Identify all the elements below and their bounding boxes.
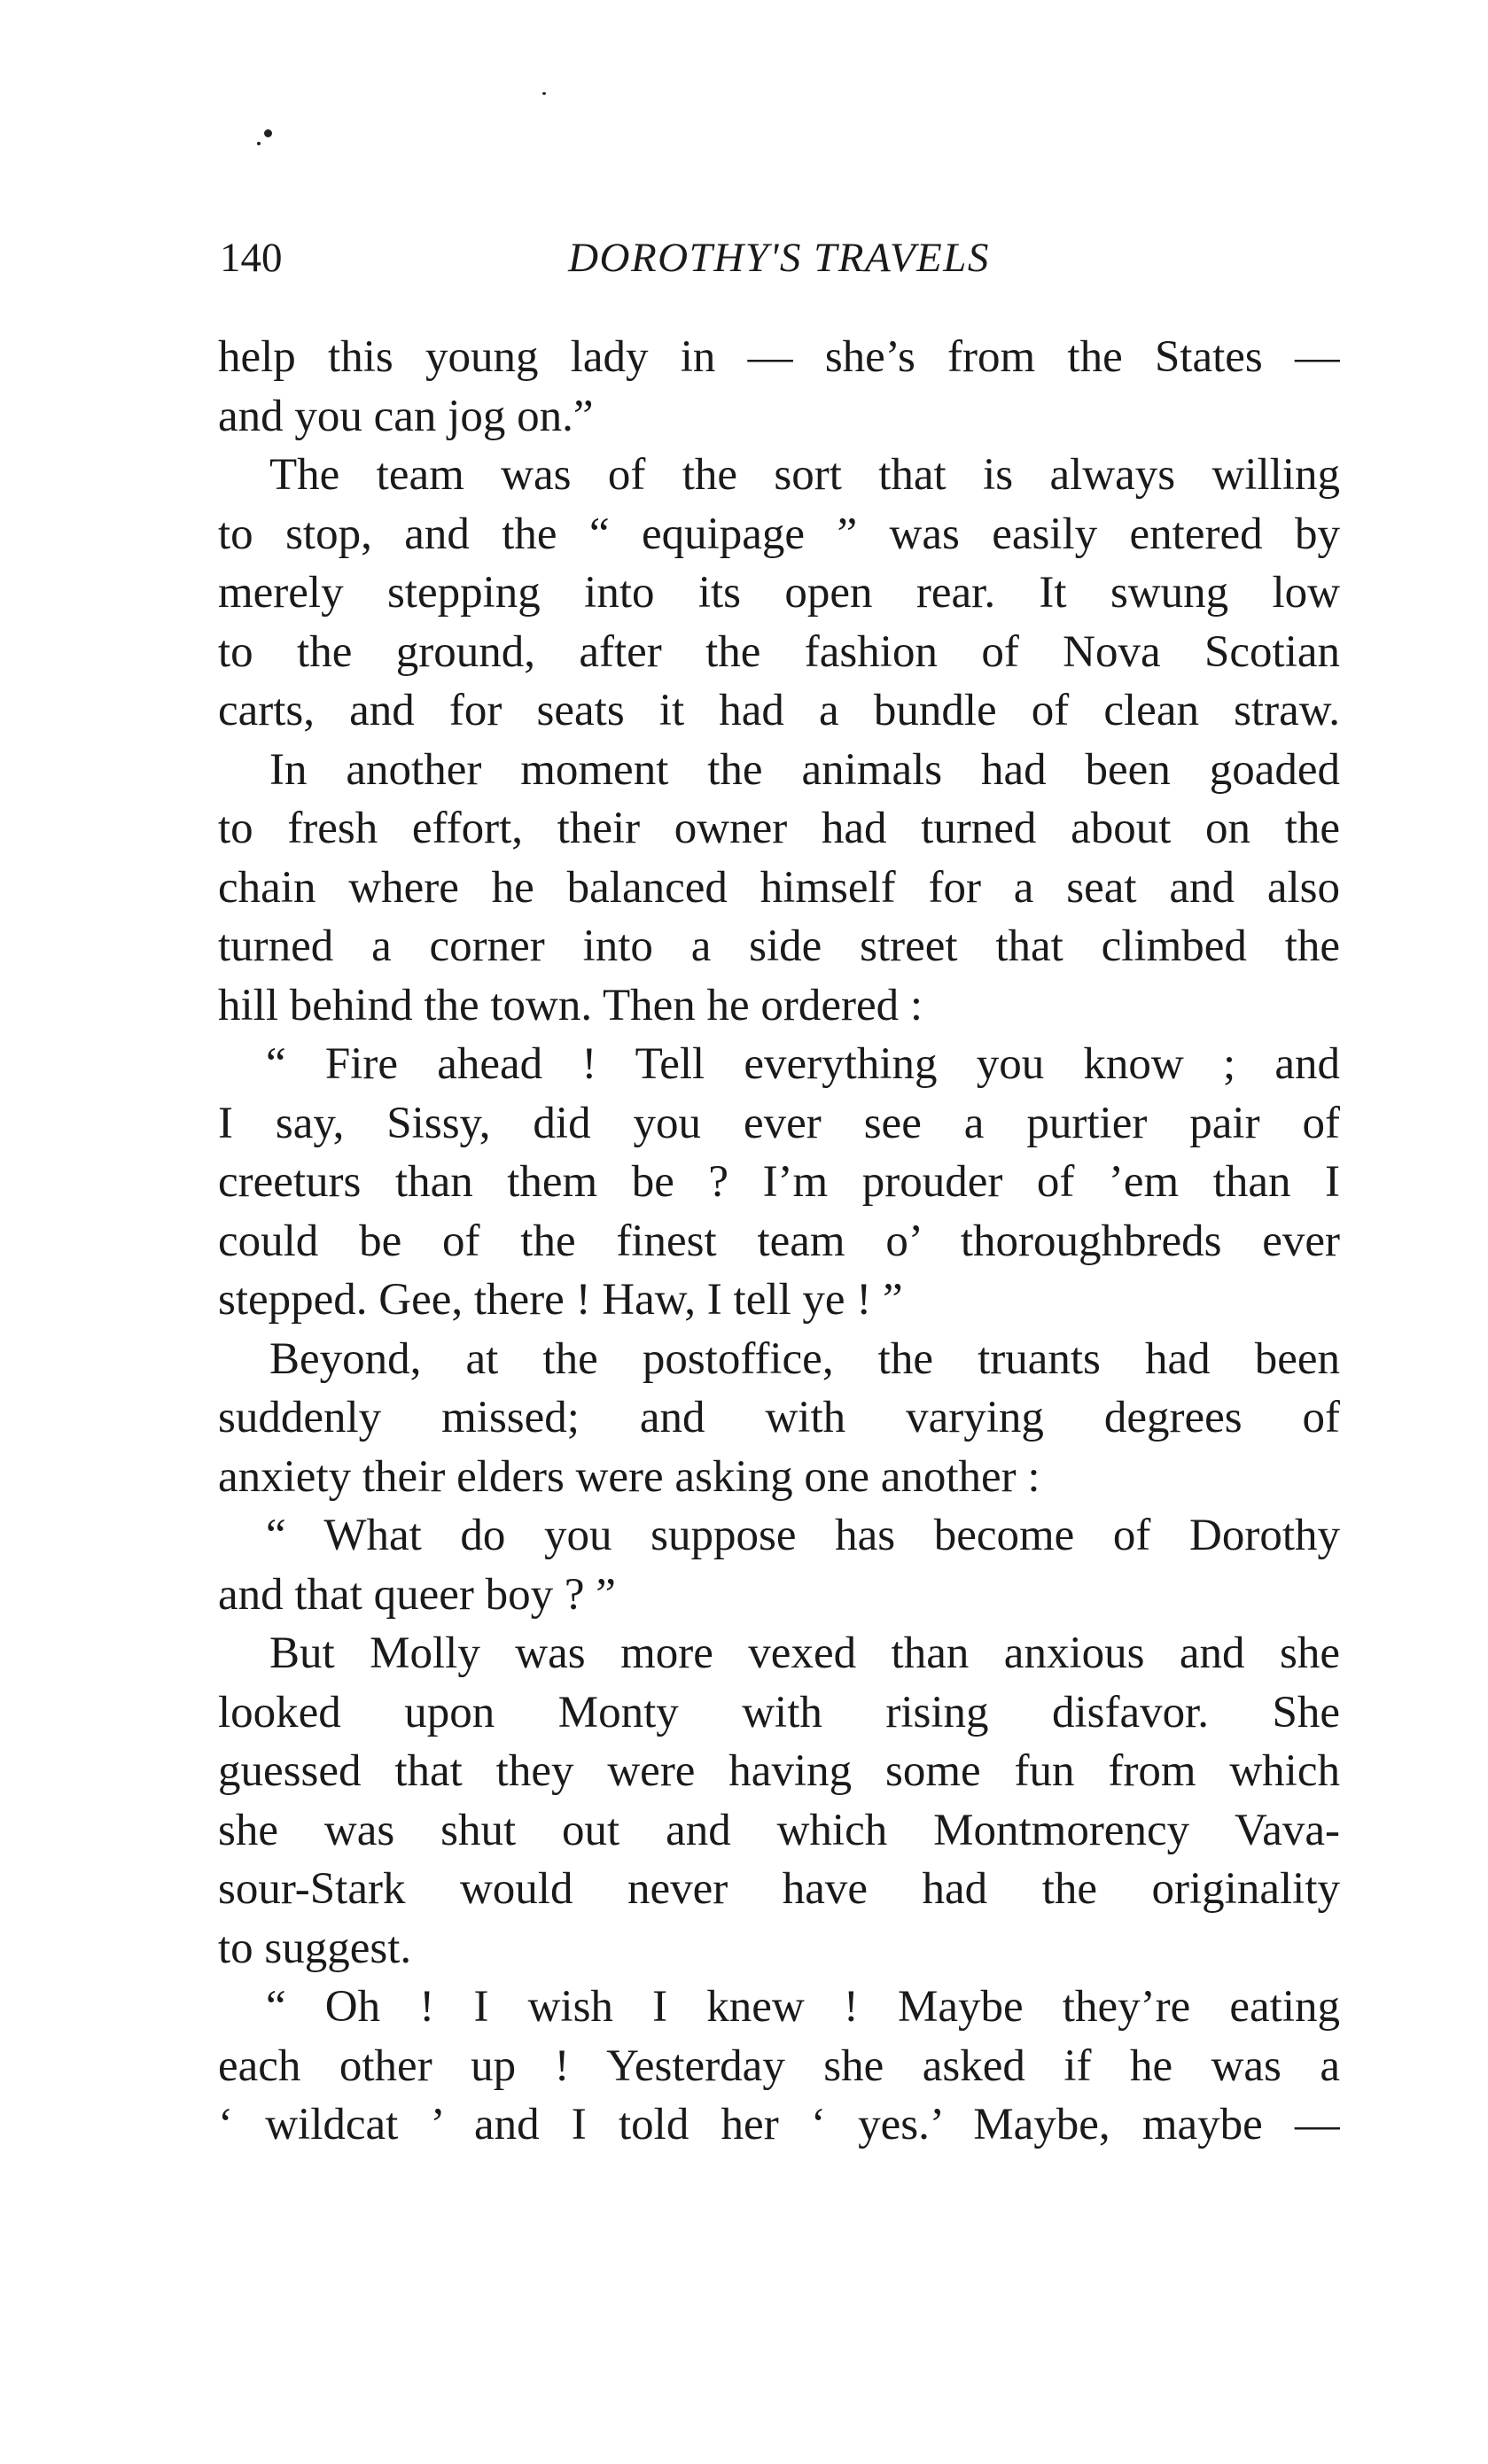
text-line: But Molly was more vexed than anxious and she: [269, 1628, 1340, 1678]
text-line: could be of the finest team o’ thoroughbreds ever: [218, 1216, 1340, 1266]
text-line: I say, Sissy, did you ever see a purtier pair of: [218, 1098, 1340, 1148]
text-line: to stop, and the “ equipage ” was easily entered by: [218, 509, 1340, 559]
text-line: chain where he balanced himself for a seat and also: [218, 862, 1340, 913]
text-line: to fresh effort, their owner had turned about on the: [218, 804, 1340, 853]
page-header: [220, 227, 1338, 289]
text-line: Beyond, at the postoffice, the truants had been: [269, 1333, 1340, 1384]
text-line: The team was of the sort that is always willing: [269, 450, 1340, 500]
ink-speck: [542, 92, 546, 95]
text-line: “ What do you suppose has become of Dorothy: [266, 1511, 1340, 1560]
text-line: creeturs than them be ? I’m prouder of ’em than I: [218, 1157, 1340, 1207]
text-line: turned a corner into a side street that climbed the: [218, 921, 1340, 971]
body-text: [218, 328, 1340, 2155]
text-line: ‘ wildcat ’ and I told her ‘ yes.’ Maybe, maybe —: [218, 2100, 1340, 2149]
text-line: carts, and for seats it had a bundle of clean straw.: [218, 686, 1340, 735]
ink-speck: [264, 129, 272, 137]
text-line: sour-Stark would never have had the originality: [218, 1864, 1340, 1914]
text-line: “ Fire ahead ! Tell everything you know ; and: [266, 1039, 1340, 1089]
text-line: looked upon Monty with rising disfavor. She: [218, 1687, 1340, 1737]
text-line: In another moment the animals had been goaded: [269, 744, 1340, 795]
text-line: and you can jog on.”: [218, 391, 594, 441]
text-line: each other up ! Yesterday she asked if he was a: [218, 2040, 1340, 2091]
text-line: suddenly missed; and with varying degrees of: [218, 1393, 1340, 1442]
text-line: merely stepping into its open rear. It swung low: [218, 568, 1340, 618]
text-line: to the ground, after the fashion of Nova Scotian: [218, 626, 1340, 677]
running-title: DOROTHY'S TRAVELS: [568, 235, 990, 281]
text-line: and that queer boy ? ”: [218, 1569, 616, 1620]
page-number: 140: [220, 235, 283, 281]
text-line: to suggest.: [218, 1923, 412, 1973]
text-line: stepped. Gee, there ! Haw, I tell ye ! ”: [218, 1275, 903, 1325]
ink-speck: [257, 142, 261, 145]
text-line: guessed that they were having some fun from which: [218, 1746, 1340, 1796]
text-line: help this young lady in — she’s from the States —: [218, 332, 1340, 382]
text-line: anxiety their elders were asking one another :: [218, 1451, 1040, 1502]
text-line: she was shut out and which Montmorency Vava-: [218, 1805, 1340, 1855]
text-line: hill behind the town. Then he ordered :: [218, 980, 923, 1030]
text-line: “ Oh ! I wish I knew ! Maybe they’re eating: [266, 1982, 1340, 2032]
